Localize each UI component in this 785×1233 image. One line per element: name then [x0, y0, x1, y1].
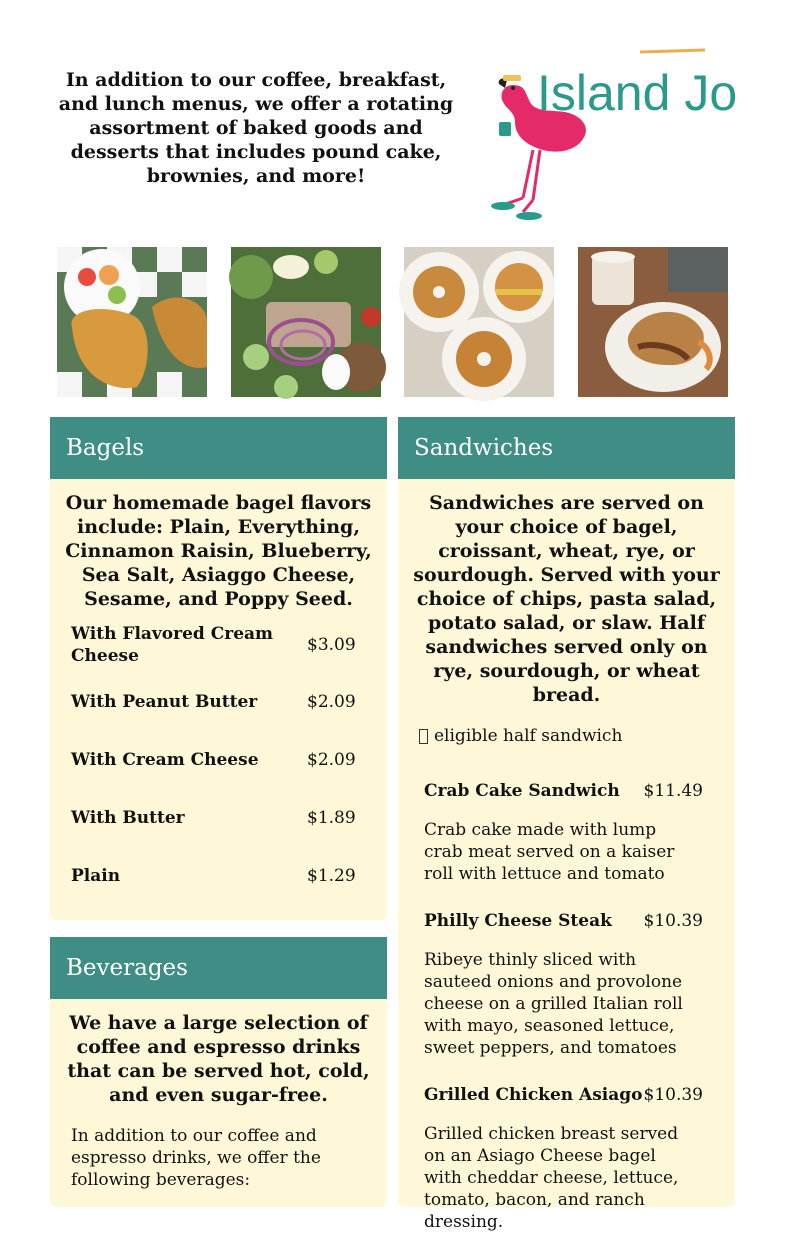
- intro-text: In addition to our coffee, breakfast, and lunch menus, we offer a rotating assortment of baked goods and desserts that includes pound cake, brownies, and more!: [58, 69, 454, 187]
- grilled-cheese-photo: [57, 247, 207, 397]
- menu-item: [398, 885, 735, 1059]
- item-name: Grilled Chicken Asiago: [424, 1085, 643, 1105]
- menu-item: [398, 1059, 735, 1233]
- bagels-title: Bagels: [50, 417, 387, 479]
- menu-item: [398, 747, 735, 885]
- bagel-sandwiches-photo: [404, 247, 554, 397]
- sandwiches-lead: Sandwiches are served on your choice of bagel, croissant, wheat, rye, or sourdough. Served with your choice of chips, pasta salad, potato salad, or slaw. Half sandwiches served only on rye, sourdough, or wheat bread.: [413, 492, 720, 706]
- beverages-text: In addition to our coffee and espresso drinks, we offer the following beverages:: [71, 1126, 321, 1190]
- item-price: $10.39: [643, 1085, 703, 1105]
- menu-item: [71, 691, 361, 713]
- menu-item: [71, 807, 361, 829]
- half-sandwich-legend: [398, 707, 735, 747]
- item-price: $1.29: [307, 866, 356, 886]
- bagels-lead: Our homemade bagel flavors include: Plain, Everything, Cinnamon Raisin, Blueberry, Sea Salt, Asiaggo Cheese, Sesame, and Poppy Seed.: [65, 492, 372, 610]
- item-name: With Flavored Cream Cheese: [71, 624, 274, 666]
- item-name: With Butter: [71, 808, 185, 828]
- bagels-panel: [50, 417, 387, 920]
- item-price: $3.09: [307, 635, 356, 655]
- legend-text: eligible half sandwich: [434, 726, 623, 746]
- item-price: $2.09: [307, 750, 356, 770]
- item-price: $11.49: [643, 781, 703, 801]
- beverages-title: Beverages: [50, 937, 387, 999]
- island-jo-logo: [485, 40, 740, 235]
- item-description: Crab cake made with lump crab meat served on a kaiser roll with lettuce and tomato: [424, 820, 675, 884]
- item-name: With Peanut Butter: [71, 692, 258, 712]
- menu-item: [71, 749, 361, 771]
- item-name: Plain: [71, 866, 121, 886]
- item-price: $1.89: [307, 808, 356, 828]
- beverages-panel: [50, 937, 387, 1207]
- menu-item: [71, 623, 361, 667]
- item-name: With Cream Cheese: [71, 750, 259, 770]
- item-name: Philly Cheese Steak: [424, 911, 612, 931]
- half-sandwich-icon: [419, 729, 428, 744]
- sandwiches-title: Sandwiches: [398, 417, 735, 479]
- item-description: Grilled chicken breast served on an Asiago Cheese bagel with cheddar cheese, lettuce, tomato, bacon, and ranch dressing.: [424, 1124, 679, 1232]
- salad-photo: [231, 247, 381, 397]
- logo-wordmark: Island Jo: [537, 65, 738, 121]
- item-price: $10.39: [643, 911, 703, 931]
- sandwiches-panel: [398, 417, 735, 1232]
- item-name: Crab Cake Sandwich: [424, 781, 620, 801]
- item-description: Ribeye thinly sliced with sauteed onions and provolone cheese on a grilled Italian roll with mayo, seasoned lettuce, sweet peppers, and tomatoes: [424, 950, 683, 1058]
- croissant-coffee-photo: [578, 247, 728, 397]
- item-price: $2.09: [307, 692, 356, 712]
- menu-item: [71, 865, 361, 887]
- beverages-lead: We have a large selection of coffee and espresso drinks that can be served hot, cold, and even sugar-free.: [67, 1012, 370, 1106]
